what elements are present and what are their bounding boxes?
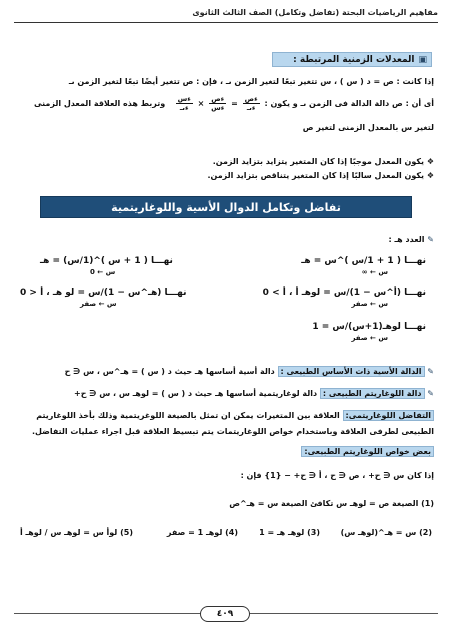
property-1: (1) الصيغة ص = لوهـ س تكافئ الصيغة س = هـ^ص xyxy=(229,499,434,508)
bullet-positive-rate: ❖ يكون المعدل موجبًا إذا كان المتغير يتزايد بتزايد الزمن. xyxy=(212,157,434,166)
def-natural-exp xyxy=(14,366,434,378)
section-title-text: المعدلات الزمنية المرتبطة : xyxy=(293,54,415,65)
book-icon: ▣ xyxy=(418,54,427,65)
line2-text-b: وتربط هذه العلاقة المعدل الزمنى xyxy=(34,99,166,108)
page-header: مفاهيم الرياضيات البحتة (تفاضل وتكامل) الصف الثالث الثانوى xyxy=(192,8,438,17)
pen-icon: ✎ xyxy=(427,367,434,376)
fraction-dy-dt: $\frac{\text{ءص}}{\text{ءىـ}}$ xyxy=(244,95,258,112)
section-title-related-rates xyxy=(272,52,432,67)
def-natural-log xyxy=(14,388,434,400)
related-rates-line3: لتغير س بالمعدل الزمنى لتغير ص xyxy=(302,123,434,132)
property-4: (4) لوهـ 1 = صفر xyxy=(166,528,238,537)
def-natural-log-text: دالة لوغاريتمية أساسها هـ حيث د ( س ) = لوهـ س ، س ∈ ح+ xyxy=(74,389,318,398)
properties-title: بعض خواص اللوغاريتم الطبيعى: xyxy=(14,446,434,458)
section-title-e: ✎ العدد هـ : xyxy=(388,235,434,244)
diamond-bullet-icon: ❖ xyxy=(426,171,434,180)
def-log-diff-label: التفاضل اللوغاريتمى: xyxy=(343,410,434,421)
limit-a-power-sub: س ← صفر xyxy=(351,300,388,308)
property-5: (5) لوأ س = لوهـ س / لوهـ أ xyxy=(20,528,133,537)
property-3: (3) لوهـ هـ = 1 xyxy=(259,528,320,537)
page-number: ٤٠٩ xyxy=(200,606,250,622)
fraction-dx-dt: $\frac{\text{ءس}}{\text{ءىـ}}$ xyxy=(177,95,191,112)
limit-log-sub: س ← صفر xyxy=(351,334,388,342)
pen-icon: ✎ xyxy=(427,389,434,398)
limit-log: نهـــا لوهـ(1+س)/س = 1 xyxy=(312,322,426,332)
property-2: (2) س = هـ^(لوهـ س) xyxy=(340,528,432,537)
limit-a-power: نهـــا (أ^س − 1)/س = لوهـ أ ، أ > 0 xyxy=(262,288,426,298)
def-natural-exp-text: دالة أسية أساسها هـ حيث د ( س ) = هـ^س ، س ∈ ح xyxy=(64,367,275,376)
limit-e-power: نهـــا (هـ^س − 1)/س = لو هـ ، أ < 0 xyxy=(20,288,187,298)
def-natural-exp-label: الدالة الأسية ذات الأساس الطبيعى : xyxy=(278,366,425,377)
def-log-diff-line1: التفاضل اللوغاريتمى: العلاقة بين المتغيرات يمكن ان تمثل بالصيغة اللوغريتمية وذلك بأخذ اللوغاريتم xyxy=(14,410,434,422)
bullet-negative-rate: ❖ يكون المعدل سالبًا إذا كان المتغير يتناقص بتزايد الزمن. xyxy=(207,171,434,180)
related-rates-line1: إذا كانت : ص = د ( س ) ، س تتغير تبعًا لتغير الزمن ىـ ، فإن : ص تتغير أيضًا تبعًا لتغير الزمن ىـ xyxy=(68,77,434,86)
limit-e-zero: نهـــا ( 1 + س )^(1/س) = هـ xyxy=(40,256,173,266)
fraction-dy-dx: $\frac{\text{ءص}}{\text{ءس}}$ xyxy=(211,95,225,112)
def-log-diff-line2: الطبيعى لطرفى العلاقة وباستخدام خواص اللوغاريتمات يتم تبسيط العلاقة قبل اجراء عمليات التفاضل. xyxy=(31,427,434,436)
related-rates-line2: أى أن : ص دالة الدالة فى الزمن ىـ و يكون : $\frac{\text{ءص}}{\text{ءىـ}}$ = $\frac{\text{ءص}}{\text{ءس}}$ × $\frac{\text{ءس}}{\text{ءىـ}}$ وتربط هذه العلاقة المعدل الزمنى xyxy=(34,95,434,112)
def-natural-log-label: دالة اللوغاريتم الطبيعى : xyxy=(320,388,425,399)
pen-icon: ✎ xyxy=(427,235,434,244)
chapter-banner: تفاضل وتكامل الدوال الأسية واللوغاريتمية xyxy=(40,196,412,218)
limit-e-infinity: نهـــا ( 1 + 1/س )^س = هـ xyxy=(301,256,426,266)
limit-e-infinity-sub: س ← ∞ xyxy=(361,268,388,276)
diamond-bullet-icon: ❖ xyxy=(426,157,434,166)
properties-condition: إذا كان س ∈ ح+ ، ص ∈ ح ، أ ∈ ح+ − {1} فإن : xyxy=(240,471,434,480)
limit-e-power-sub: س ← صفر xyxy=(80,300,117,308)
header-divider xyxy=(14,22,438,23)
limit-e-zero-sub: س ← 0 xyxy=(90,268,116,276)
line2-text-a: أى أن : ص دالة الدالة فى الزمن ىـ و يكون : xyxy=(264,99,434,108)
